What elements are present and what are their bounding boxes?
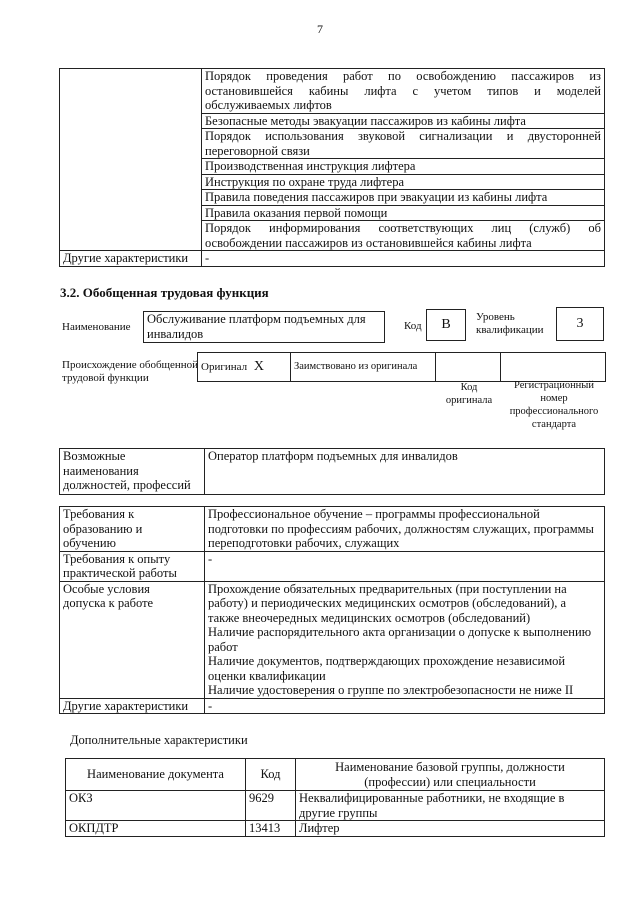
code-label: Код: [404, 320, 422, 332]
table-row: [60, 449, 605, 495]
table-row: [60, 251, 605, 267]
row-value: Прохождение обязательных предварительных (при поступлении на работу) и периодических медицинских осмотров (обследований), а также внеочередных медицинских осмотров (обследований) Наличие распорядительного акта организации о допуске к выполнению работ Наличие документов, подтверждающих прохождение независимой оценки квалификации Наличие удостоверения о группе по электробезопасности не ниже II: [205, 581, 605, 698]
row-label: Особые условия допуска к работе: [60, 581, 205, 698]
reg-number-cell: [500, 352, 606, 382]
name-value-box: Обслуживание платформ подъемных для инвалидов: [143, 311, 385, 343]
positions-label: Возможные наименования должностей, профессий: [60, 449, 205, 495]
knowledge-cell: Порядок использования звуковой сигнализации и двусторонней переговорной связи: [202, 129, 605, 159]
section-title: 3.2. Обобщенная трудовая функция: [60, 285, 269, 300]
row-label: Другие характеристики: [60, 698, 205, 714]
reg-number-label: Регистрационный номер профессионального стандарта: [509, 380, 599, 430]
additional-title: Дополнительные характеристики: [70, 733, 248, 747]
code-cell: 13413: [246, 821, 296, 837]
doc-cell: ОКПДТР: [66, 821, 246, 837]
row-value: Профессиональное обучение – программы профессиональной подготовки по профессиям рабочих, должностям служащих, программы переподготовки рабочих, служащих: [205, 507, 605, 552]
knowledge-cell: Порядок информирования соответствующих лиц (служб) об освобождении пассажиров из остановившейся кабины лифта: [202, 221, 605, 251]
row-value: -: [205, 698, 605, 714]
origin-label: Происхождение обобщенной трудовой функции: [62, 359, 199, 384]
row-value: -: [202, 251, 605, 267]
row-label: Другие характеристики: [60, 251, 202, 267]
row-label: Требования к опыту практической работы: [60, 551, 205, 581]
header-name: Наименование базовой группы, должности (профессии) или специальности: [296, 759, 605, 791]
name-cell: Лифтер: [296, 821, 605, 837]
additional-table: [65, 758, 605, 837]
header-code: Код: [246, 759, 296, 791]
table-row: [60, 507, 605, 552]
knowledge-table: [59, 68, 605, 267]
code-cell: 9629: [246, 791, 296, 821]
table-row: [66, 821, 605, 837]
doc-cell: ОКЗ: [66, 791, 246, 821]
name-label: Наименование: [62, 321, 131, 333]
knowledge-cell: Производственная инструкция лифтера: [202, 159, 605, 175]
requirements-table: [59, 506, 605, 714]
code-original-cell: [435, 352, 501, 382]
level-value-box: 3: [556, 307, 604, 341]
code-value-box: В: [426, 309, 466, 341]
knowledge-cell: Правила поведения пассажиров при эвакуации из кабины лифта: [202, 190, 605, 206]
code-original-label: Код оригинала: [445, 382, 493, 406]
table-row: [66, 791, 605, 821]
page-number: 7: [317, 22, 323, 36]
original-cell: Оригинал X: [197, 352, 291, 382]
header-doc: Наименование документа: [66, 759, 246, 791]
original-mark: X: [253, 359, 264, 374]
positions-value: Оператор платформ подъемных для инвалидов: [205, 449, 605, 495]
row-label: Требования к образованию и обучению: [60, 507, 205, 552]
empty-label-cell: [60, 69, 202, 251]
table-row: [60, 69, 605, 114]
table-row: [60, 581, 605, 698]
knowledge-cell: Инструкция по охране труда лифтера: [202, 174, 605, 190]
name-cell: Неквалифицированные работники, не входящие в другие группы: [296, 791, 605, 821]
borrowed-cell: Заимствовано из оригинала: [290, 352, 436, 382]
positions-table: [59, 448, 605, 495]
level-label: Уровень квалификации: [476, 311, 544, 336]
table-row: [60, 551, 605, 581]
table-row: [60, 698, 605, 714]
row-value: -: [205, 551, 605, 581]
knowledge-cell: Правила оказания первой помощи: [202, 205, 605, 221]
knowledge-cell: Порядок проведения работ по освобождению пассажиров из остановившейся кабины лифта с учетом типов и моделей обслуживаемых лифтов: [202, 69, 605, 114]
knowledge-cell: Безопасные методы эвакуации пассажиров из кабины лифта: [202, 113, 605, 129]
table-header-row: [66, 759, 605, 791]
